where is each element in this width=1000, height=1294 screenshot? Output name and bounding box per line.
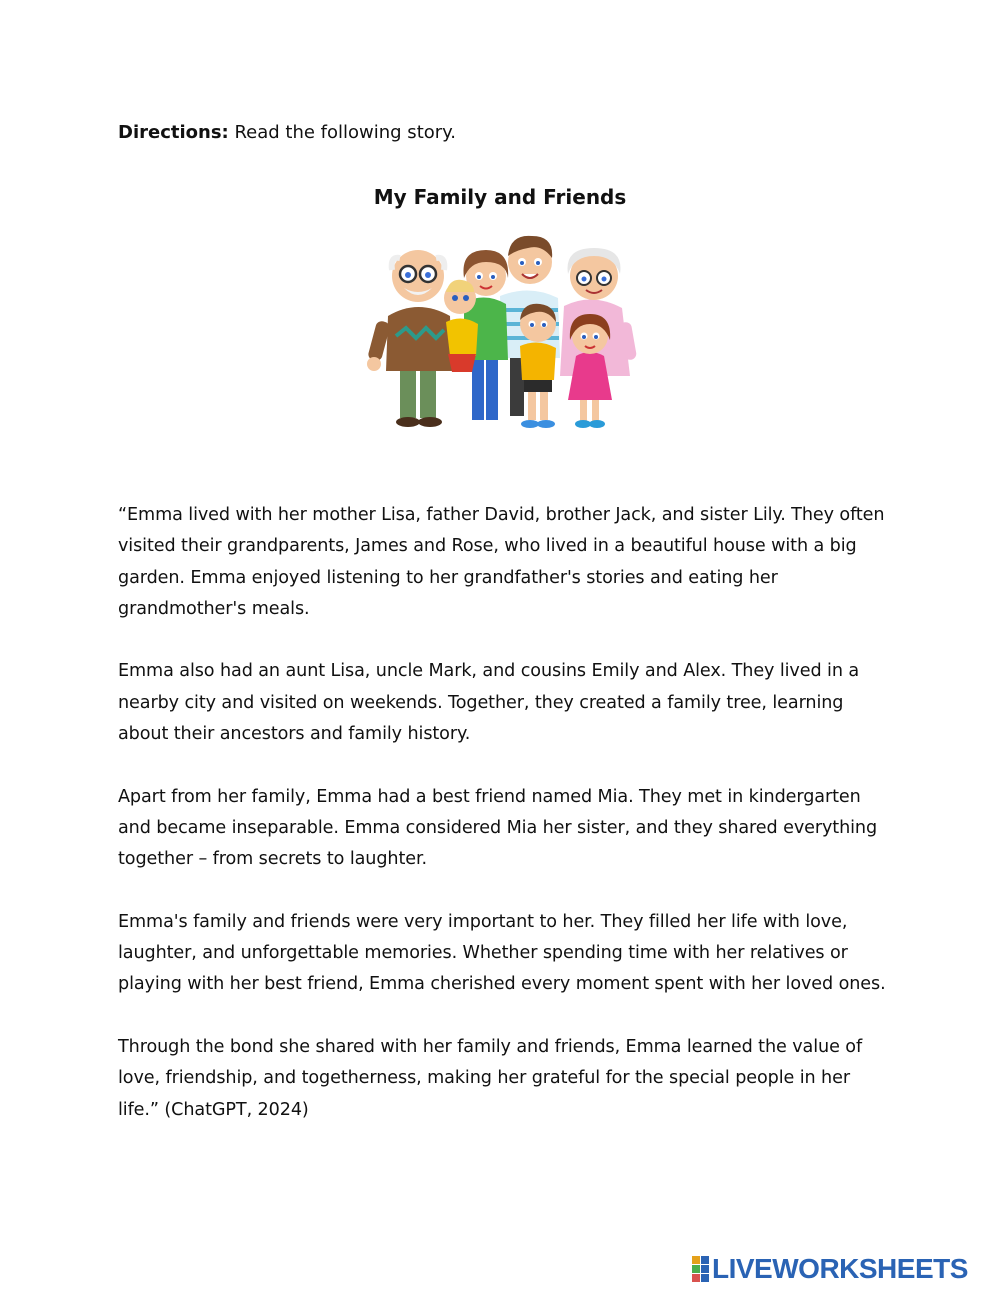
story-text	[118, 500, 888, 1157]
story-paragraph: “Emma lived with her mother Lisa, father David, brother Jack, and sister Lily. They often visited their grandparents, James and Rose, who lived in a beautiful house with a big garden. Emma enjoyed listening to her grandfather's stories and eating her grandmother's meals.	[118, 505, 885, 619]
grandpa-figure	[367, 250, 452, 427]
directions-label: Directions:	[118, 122, 229, 143]
logo-blocks-icon	[692, 1256, 709, 1282]
story-paragraph: Emma also had an aunt Lisa, uncle Mark, and cousins Emily and Alex. They lived in a nearby city and visited on weekends. Together, they created a family tree, learning about their ancestors and family history.	[118, 661, 860, 745]
girl-figure	[568, 314, 612, 428]
directions-text: Read the following story.	[228, 122, 456, 143]
story-paragraph: Through the bond she shared with her family and friends, Emma learned the value of love, friendship, and togetherness, making her grateful for the special people in her life.” (ChatGPT, 2024)	[118, 1037, 863, 1120]
boy-figure	[520, 304, 556, 428]
family-illustration-icon	[360, 226, 642, 438]
directions	[118, 120, 456, 146]
story-title: My Family and Friends	[373, 185, 627, 209]
story-paragraph: Apart from her family, Emma had a best friend named Mia. They met in kindergarten and became inseparable. Emma considered Mia her sister, and they shared everything together – from secrets to laughter.	[118, 786, 878, 870]
liveworksheets-logo	[692, 1254, 968, 1284]
baby-figure	[444, 280, 478, 372]
story-paragraph: Emma's family and friends were very important to her. They filled her life with love, laughter, and unforgettable memories. Whether spending time with her relatives or playing with her best friend, Emma cherished every moment spent with her loved ones.	[118, 911, 886, 995]
logo-text: LIVEWORKSHEETS	[712, 1253, 968, 1284]
